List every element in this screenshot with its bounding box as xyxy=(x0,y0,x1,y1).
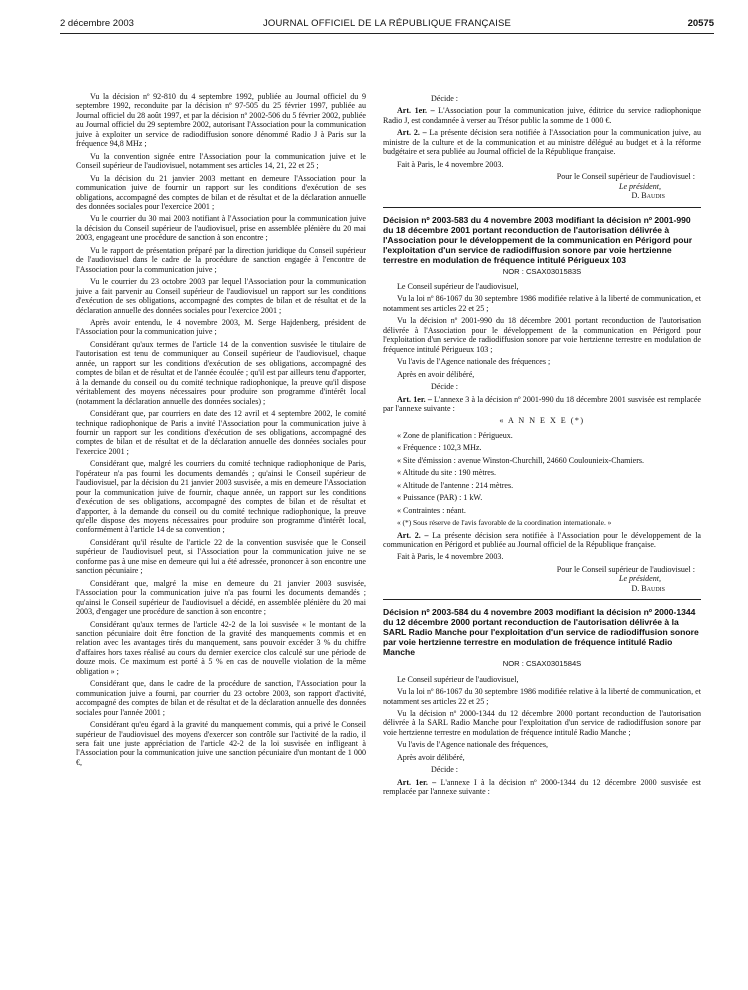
article-label: Art. 1er. – xyxy=(397,106,435,116)
signature-name: D. Baudis xyxy=(631,191,665,201)
article-label: Art. 2. – xyxy=(397,530,429,540)
header-page-number: 20575 xyxy=(687,18,714,29)
paragraph: Considérant qu'aux termes de l'article 14 de la convention susvisée le titulaire de l'autorisation est tenu de communiquer au Conseil supérieur de l'audiovisuel, chaque année, un rapport sur les conditions d'exécution de ses obligations, accompagné des comptes de bilan et de résultat et de l'année écoulée ; qu'il est par ailleurs tenu d'apporter, à la demande du conseil ou du comité technique radiophonique, la preuve qu'il dispose véritablement des moyens nécessaires pour produire son programme d'intérêt local (notamment la déclaration annuelle des données sociales) ; xyxy=(76,339,366,406)
article-label: Art. 2. – xyxy=(397,128,427,138)
annexe-item: « Puissance (PAR) : 1 kW. xyxy=(397,493,483,503)
fait-a-paris: Fait à Paris, le 4 novembre 2003. xyxy=(397,552,504,562)
paragraph: Vu le courrier du 23 octobre 2003 par lequel l'Association pour la communication juive a fait parvenir au Conseil supérieur de l'audiovisuel un rapport sur les conditions d'exécution de ses obligations, accompagné des comptes de bilan et de résultat et de la déclaration annuelle des données sociales pour l'exercice 2001 ; xyxy=(76,277,366,315)
article-text: L'Association pour la communication juive, éditrice du service radiophonique Radio J, est condamnée à verser au Trésor public la somme de 1 000 €. xyxy=(383,106,702,125)
paragraph: Le Conseil supérieur de l'audiovisuel, xyxy=(397,674,519,684)
decision-title: Décision nº 2003-583 du 4 novembre 2003 modifiant la décision nº 2001-990 du 18 décembre 2001 portant reconduction de l'autorisation délivrée à l'Association pour le développement de la communication en Périgord pour l'exploitation d'un service de radiodiffusion sonore par voie hertzienne terrestre en modulation de fréquence intitulé Périgueux 103 xyxy=(383,214,693,265)
decide-heading: Décide : xyxy=(431,382,459,392)
signature-role: Le président, xyxy=(618,181,661,191)
annexe-footnote: « (*) Sous réserve de l'avis favorable de la coordination internationale. » xyxy=(397,518,612,528)
paragraph: Après en avoir délibéré, xyxy=(397,369,475,379)
paragraph: Vu la convention signée entre l'Association pour la communication juive et le Conseil supérieur de l'audiovisuel, notamment ses articles 14, 21, 22 et 25 ; xyxy=(76,151,366,171)
article-label: Art. 1er. – xyxy=(397,394,432,404)
article-1 xyxy=(383,395,701,414)
nor-reference: NOR : CSAX0301584S xyxy=(502,659,582,669)
paragraph: Vu la loi nº 86-1067 du 30 septembre 1986 modifiée relative à la liberté de communication, et notamment ses articles 22 et 25 ; xyxy=(383,294,701,313)
paragraph: Vu le rapport de présentation préparé par la direction juridique du Conseil supérieur de l'audiovisuel dans le cadre de la procédure de sanction engagée à l'encontre de l'Association pour la communication juive ; xyxy=(76,245,366,274)
header-rule xyxy=(60,33,714,34)
paragraph: Vu le courrier du 30 mai 2003 notifiant à l'Association pour la communication juive la décision du Conseil supérieur de l'audiovisuel, prise en assemblée plénière du 20 mai 2003, engageant une procédure de sanction à son encontre ; xyxy=(76,214,366,243)
paragraph: Vu la décision nº 92-810 du 4 septembre 1992, publiée au Journal officiel du 9 septembre 1992, reconduite par la décision nº 97-505 du 25 février 1997, publiée au Journal officiel du 28 août 1997, et par la décision nº 2002-506 du 5 février 2002, publiée au Journal officiel du 29 septembre 2002, autorisant l'Association pour la communication juive à exploiter un service de radiodiffusion sonore dénommé Radio J à Paris sur la fréquence 94,8 MHz ; xyxy=(76,92,366,149)
decision-title: Décision nº 2003-584 du 4 novembre 2003 modifiant la décision nº 2000-1344 du 12 décembre 2000 portant reconduction de l'autorisation délivrée à la SARL Radio Manche pour l'exploitation d'un service de radiodiffusion sonore par voie hertzienne terrestre en modulation de fréquence intitulé Radio Manche xyxy=(383,607,699,658)
paragraph: Vu l'avis de l'Agence nationale des fréquences ; xyxy=(397,357,551,367)
article-2 xyxy=(383,128,701,156)
paragraph: Après avoir délibéré, xyxy=(397,752,465,762)
section-divider xyxy=(383,207,701,208)
fait-a-paris: Fait à Paris, le 4 novembre 2003. xyxy=(397,159,504,169)
paragraph: Le Conseil supérieur de l'audiovisuel, xyxy=(397,281,519,291)
signature-role: Le président, xyxy=(618,574,661,584)
section-divider xyxy=(383,599,701,600)
paragraph: Vu la loi nº 86-1067 du 30 septembre 1986 modifiée relative à la liberté de communication, et notamment ses articles 22 et 25 ; xyxy=(383,687,701,706)
paragraph: Considérant que, par courriers en date des 12 avril et 4 septembre 2002, le comité technique radiophonique de Paris a invité l'Association pour la communication juive à fournir un rapport sur les conditions d'exécution de ses obligations, accompagné des comptes de bilan et de résultat et de la déclaration annuelle des données sociales pour l'exercice 2001 ; xyxy=(76,409,366,456)
nor-reference: NOR : CSAX0301583S xyxy=(502,266,582,276)
paragraph: Après avoir entendu, le 4 novembre 2003, M. Serge Hajdenberg, président de l'Association pour la communication juive ; xyxy=(76,317,366,337)
annexe-item: « Contraintes : néant. xyxy=(397,505,466,515)
paragraph: Vu la décision nº 2001-990 du 18 décembre 2001 portant reconduction de l'autorisation délivrée à l'Association pour le développement de la communication en Périgord pour l'exploitation d'un service de radiodiffusion sonore par voie hertzienne terrestre en modulation de fréquence intitulé Périgueux 103 ; xyxy=(383,316,701,354)
paragraph: Vu la décision du 21 janvier 2003 mettant en demeure l'Association pour la communication juive de fournir un rapport sur les conditions d'exécution de ses obligations, accompagné des comptes de bilan et de résultat et de la déclaration annuelle des données sociales pour l'exercice 2001 ; xyxy=(76,173,366,211)
left-column xyxy=(76,92,366,770)
decide-heading: Décide : xyxy=(431,94,459,103)
header-date: 2 décembre 2003 xyxy=(60,18,134,29)
article-2 xyxy=(383,531,701,550)
annexe-item: « Site d'émission : avenue Winston-Churchill, 24660 Coulounieix-Chamiers. xyxy=(397,455,645,465)
paragraph: Considérant que, malgré la mise en demeure du 21 janvier 2003 susvisée, l'Association pour la communication juive n'a pas fourni les documents demandés ; qu'ainsi le Conseil supérieur de l'audiovisuel a décidé, en assemblée plénière du 20 mai 2003, d'engager une procédure de sanction à son encontre ; xyxy=(76,578,366,617)
annexe-item: « Fréquence : 102,3 MHz. xyxy=(397,443,482,453)
header-journal-title: JOURNAL OFFICIEL DE LA RÉPUBLIQUE FRANÇAISE xyxy=(262,18,512,29)
annexe-item: « Zone de planification : Périgueux. xyxy=(397,430,513,440)
article-label: Art. 1er. – xyxy=(397,777,437,787)
decide-heading: Décide : xyxy=(431,765,459,775)
paragraph: Considérant qu'eu égard à la gravité du manquement commis, qui a privé le Conseil supérieur de l'audiovisuel des moyens d'exercer son contrôle sur l'activité de la radio, il sera fait une juste appréciation de l'article 42-2 de la loi susvisée en infligeant à l'Association pour la communication juive une sanction pécuniaire d'un montant de 1 000 €, xyxy=(76,720,366,767)
article-text: La présente décision sera notifiée à l'Association pour le développement de la communication en Périgord et publiée au Journal officiel de la République française. xyxy=(383,530,702,549)
paragraph: Considérant que, malgré les courriers du comité technique radiophonique de Paris, l'opérateur n'a pas fourni les documents demandés ; qu'ainsi le Conseil supérieur de l'audiovisuel, par la décision du 21 janvier 2003 susvisée, a mis en demeure l'Association pour la communication juive de fournir, chaque année, un rapport sur les conditions d'exécution de ses obligations, accompagné des comptes de bilan et de résultat et d'apporter, à la demande du conseil ou du comité technique radiophonique, la preuve qu'elle dispose des moyens nécessaires pour produire son programme d'intérêt local, conformément à l'article 14 de sa convention ; xyxy=(76,459,366,535)
paragraph: Considérant que, dans le cadre de la procédure de sanction, l'Association pour la communication juive a fourni, par courrier du 23 octobre 2003, son rapport d'activité, accompagné des comptes de bilan et de résultat et de la déclaration annuelle des données sociales pour l'année 2001 ; xyxy=(76,679,366,717)
paragraph: Considérant qu'il résulte de l'article 22 de la convention susvisée que le Conseil supérieur de l'audiovisuel peut, si l'Association pour la communication juive ne se conforme pas à une mise en demeure qui lui a été adressée, prononcer à son encontre une sanction pécuniaire ; xyxy=(76,537,366,576)
annexe-item: « Altitude de l'antenne : 214 mètres. xyxy=(397,480,514,490)
paragraph: Considérant qu'aux termes de l'article 42-2 de la loi susvisée « le montant de la sanction pécuniaire doit être fonction de la gravité des manquements commis et en relation avec les avantages tirés du manquement, sans pouvoir excéder 3 % du chiffre d'affaires hors taxes réalisé au cours du dernier exercice clos calculé sur une période de douze mois. Ce maximum est porté à 5 % en cas de nouvelle violation de la même obligation » ; xyxy=(76,619,366,676)
article-1 xyxy=(383,778,701,797)
article-text: L'annexe 3 à la décision nº 2001-990 du 18 décembre 2001 susvisée est remplacée par l'annexe suivante : xyxy=(383,394,701,413)
signature-for: Pour le Conseil supérieur de l'audiovisuel : xyxy=(556,564,695,574)
signature-name: D. Baudis xyxy=(631,583,665,593)
article-text: La présente décision sera notifiée à l'Association pour la communication juive, au ministre de la culture et de la communication et au ministre délégué au budget et à la réforme budgétaire et sera publiée au Journal officiel de la République française. xyxy=(383,128,701,157)
annexe-heading: « A N N E X E (*) xyxy=(499,416,585,426)
paragraph: Vu la décision nº 2000-1344 du 12 décembre 2000 portant reconduction de l'autorisation délivrée à la SARL Radio Manche pour l'exploitation d'un service de radiodiffusion sonore par voie hertzienne terrestre en modulation de fréquence intitulé Radio Manche ; xyxy=(383,709,701,737)
article-1 xyxy=(383,106,701,125)
page-header xyxy=(60,18,714,34)
article-text: L'annexe I à la décision nº 2000-1344 du 12 décembre 2000 susvisée est remplacée par l'annexe suivante : xyxy=(383,777,701,797)
annexe-item: « Altitude du site : 190 mètres. xyxy=(397,468,497,478)
right-column xyxy=(383,92,701,800)
paragraph: Vu l'avis de l'Agence nationale des fréquences, xyxy=(397,740,549,750)
signature-for: Pour le Conseil supérieur de l'audiovisuel : xyxy=(556,172,695,182)
